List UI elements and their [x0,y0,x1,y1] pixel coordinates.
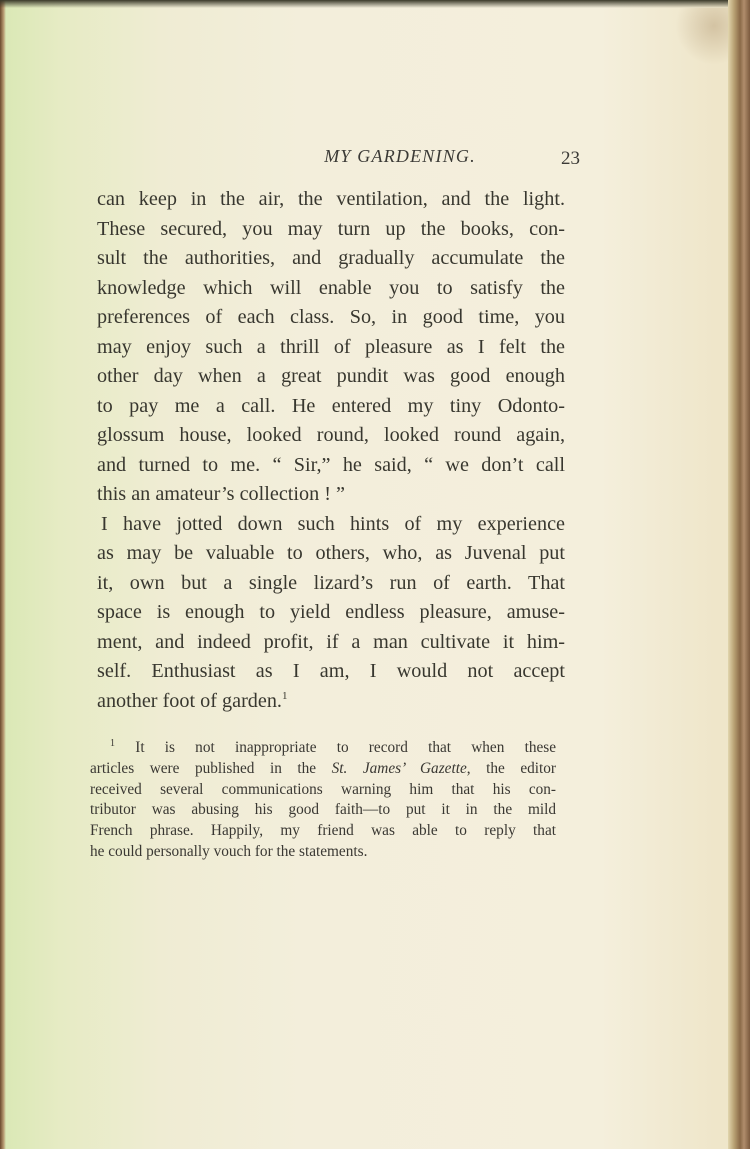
text-line: may enjoy such a thrill of pleasure as I felt the [97,335,565,358]
footnote-text: It is not inappropriate to record that when these [135,739,557,756]
journal-title: St. James’ Gazette [331,759,467,777]
text-line: ment, and indeed profit, if a man cultivate it him- [97,630,565,653]
text-line: to pay me a call. He entered my tiny Odonto- [97,394,565,417]
text-line: preferences of each class. So, in good time, you [97,306,565,328]
text-line: space is enough to yield endless pleasure, amuse- [97,601,565,623]
text-line: These secured, you may turn up the books, con- [97,217,565,240]
page-stack-edge [728,0,750,1149]
text-span: another foot of garden. [97,689,282,712]
running-title: MY GARDENING. [324,146,476,166]
paragraph-start-line: I have jotted down such hints of my experience [101,512,565,535]
footnote-line: received several communications warning him that his con- [90,780,556,798]
footnote-text: articles were published in the [90,759,332,777]
footnote-line: tributor was abusing his good faith—to put it in the mild [90,801,556,819]
text-line: this an amateur’s collection ! ” [97,483,345,505]
top-edge-shadow [0,0,750,8]
text-line-last [97,687,565,717]
corner-stain [672,8,732,68]
footnote [90,738,556,863]
text-line: self. Enthusiast as I am, I would not accept [97,660,565,682]
text-line: knowledge which will enable you to satisfy the [97,276,565,299]
text-line: can keep in the air, the ventilation, and the light. [97,188,565,210]
footnote-line [90,759,556,780]
text-line: as may be valuable to others, who, as Juvenal put [97,542,565,564]
text-line: glossum house, looked round, looked round again, [97,424,565,446]
text-line: and turned to me. “ Sir,” he said, “ we don’t call [97,453,565,476]
footnote-line [90,738,556,759]
footnote-text: , the editor [466,759,557,777]
footnote-reference[interactable]: 1 [281,689,288,702]
text-line: sult the authorities, and gradually accumulate the [97,247,565,269]
footnote-line: he could personally vouch for the statements. [90,842,368,860]
text-line: other day when a great pundit was good enough [97,365,565,387]
page-number: 23 [561,148,580,169]
text-line: it, own but a single lizard’s run of earth. That [97,571,565,594]
footnote-marker: 1 [110,738,115,749]
body-text [97,185,565,716]
footnote-line: French phrase. Happily, my friend was able to reply that [90,822,556,840]
binding-shadow [0,0,6,1149]
